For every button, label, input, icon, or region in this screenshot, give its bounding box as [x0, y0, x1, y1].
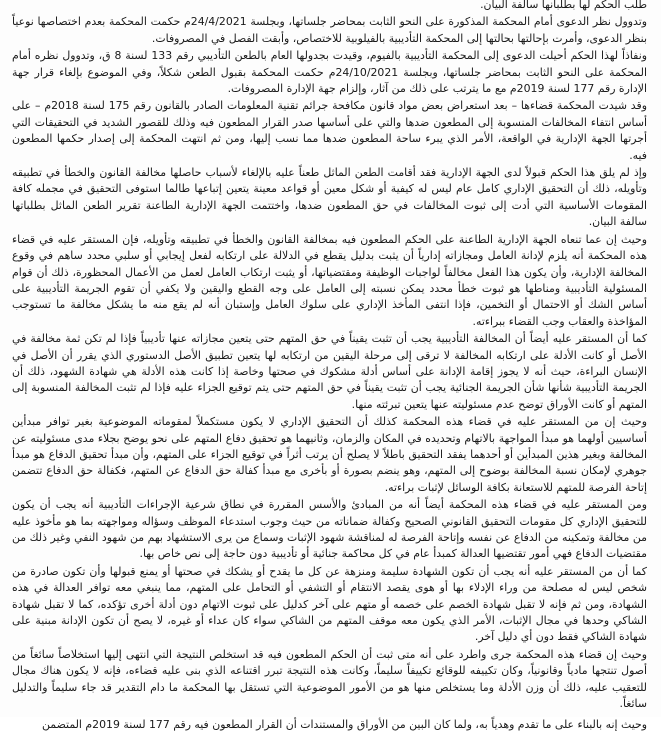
paragraph: كما أن من المستقر عليه أنه يجب أن تكون الشهادة سليمة ومنزهة عن كل ما يقدح أو يشكك في صحتها أو يمنع قبولها وأن تكون صادرة من شخص ليس له مصلحة من وراء الإدلاء بها أو هوى يقصد الانتقام أو التشفي أو التحامل على المتهم، مما ينبغي معه توافر العدالة في هذه الشهادة، ومن ثم فإنه لا تقبل شهادة الخصم على خصمه أو متهم على آخر كدليل على ثبوت الاتهام دون أدلة أخرى تؤكده، كما لا تقبل شهادة الشاكي وحدها في مجال الإثبات، الأمر الذي يكون معه موقف المتهم من الشاكي سواء كان عداء أو غيره، لا يصح أن تكون الإدانة مبنية على شهادة الشاكي فقط دون أي دليل آخر.: [12, 564, 647, 644]
paragraph: وحيث إن عما تنعاه الجهة الإدارية الطاعنة على الحكم المطعون فيه بمخالفة القانون والخطأ في تطبيقه وتأويله، فإن المستقر عليه في قضاء هذه المحكمة أنه يلزم لإدانة العامل ومجازاته إدارياً أن يثبت بدليل يقطع في الدلالة على ارتكابه لفعل إيجابي أو سلبي محدد ساهم في وقوع المخالفة الإدارية، وأن يكون هذا الفعل مخالفاً لواجبات الوظيفة ومقتضياتها، أو يثبت ارتكاب العامل لعمل من الأعمال المحظورة، ذلك أن قوام المسئولية التأديبية ومناطها هو ثبوت خطأ محدد يمكن نسبته إلى العامل على وجه القطع واليقين ولا يكفي أن تقوم الجريمة التأديبية على أساس الشك أو الاحتمال أو التخمين، فإذا انتفى المأخذ الإداري على سلوك العامل وإستبان أنه لم يقع منه ما يشكل مخالفة ما تستوجب المؤاخذة والعقاب وجب القضاء ببراءته.: [12, 232, 647, 328]
cut-off-paragraph: وحيث إنه بالبناء على ما تقدم وهدياً به، ولما كان البين من الأوراق والمستندات أن القرار المطعون فيه رقم 177 لسنة 2019م المتضمن: [42, 718, 647, 732]
paragraph: وتدوول نظر الدعوى أمام المحكمة المذكورة على النحو الثابت بمحاضر جلساتها، وبجلسة 24/4/2021م حكمت المحكمة بعدم اختصاصها نوعياً بنظر الدعوى، وأمرت بإحالتها بحالتها إلى المحكمة التأديبية بالفيلوبية للاختصاص، وأبقت الفصل في المصروفات.: [12, 15, 648, 45]
paragraph: وحيث إن من المستقر عليه في قضاء هذه المحكمة كذلك أن التحقيق الإداري لا يكون مستكملاً لمقوماته الموضوعية بغير توافر مبدأين أساسيين أولهما هو مبدأ المواجهة بالاتهام وتحديده في المكان والزمان، وثانيهما هو تحقيق دفاع المتهم على نحو يوضح بجلاء مدى مسئوليته عن المخالفة وبغير هذين المبدأين أو أحدهما يفقد التحقيق باطلاً لا يصلح أن يرتب أثراً في توقيع الجزاء على المتهم، وأن مبدأ تحقيق الدفاع هو مبدأ جوهري لإمكان نسبة المخالفة بوضوح إلى المتهم، وهو ينضم بصورة أو بأخرى مع مبدأ كفالة حق الدفاع عن المتهم، فكفالة حق الدفاع تتضمن إتاحة الفرصة للمتهم للاستعانة بكافة الوسائل لإثبات براءته.: [12, 415, 647, 494]
paragraph: وقد شيدت المحكمة قضاءها – بعد استعراض بعض مواد قانون مكافحة جرائم تقنية المعلومات الصادر بالقانون رقم 175 لسنة 2018م – على أساس انتفاء المخالفات المنسوبة إلى المطعون ضدها والتي على أساسها صدر القرار المطعون فيه وذلك للقصور الشديد في التحقيقات التي أجرتها الجهة الإدارية في الواقعة، الأمر الذي يبرء ساحة المطعون ضدها مما نسب إليها، ومن ثم انتهت المحكمة إلى إصدار حكمها المطعون فيه.: [12, 99, 647, 162]
paragraph: ومن المستقر عليه في قضاء هذه المحكمة أيضاً أنه من المبادئ والأسس المقررة في نطاق شرعية الإجراءات التأديبية أنه يجب أن يكون للتحقيق الإداري كل مقومات التحقيق القانوني الصحيح وكفالة ضماناته من حيث وجوب استدعاء الموظف وسؤاله ومواجهته بما هو مأخوذ عليه من مخالفة وتمكينه من الدفاع عن نفسه وإتاحة الفرصة له لمناقشة شهود الإثبات وسماع من يرى الاستشهاد بهم من شهود النفي وغير ذلك من مقتضيات الدفاع فهي أمور تقتضيها العدالة كمبدأ عام في كل محاكمة جنائية أو تأديبية دون حاجة إلى نص خاص بها.: [12, 498, 647, 561]
paragraph: ونفاذاً لهذا الحكم أحيلت الدعوى إلى المحكمة التأديبية بالفيوم، وقيدت بجدولها العام بالطعن التأديبي رقم 133 لسنة 8 ق، وتدوول نظره أمام المحكمة على النحو الثابت بمحاضر جلساتها، وبجلسة 24/10/2021م حكمت المحكمة بقبول الطعن شكلاً، وفي الموضوع بإلغاء قرار جهة الإدارة رقم 177 لسنة 2019م مع ما يترتب على ذلك من آثار، وإلزام جهة الإدارة المصروفات.: [12, 49, 647, 96]
paragraph: وإذ لم يلق هذا الحكم قبولاً لدى الجهة الإدارية فقد أقامت الطعن الماثل طعناً عليه بالإلغاء لأسباب حاصلها مخالفة القانون والخطأ في تطبيقه وتأويله، ذلك أن التحقيق الإداري كامل عام ليس له كيفية أو شكل معين أو قواعد معينة يتعين إتباعها طالما استوفى التحقيق في مجمله كافة المقومات الأساسية التي أدت إلى ثبوت المخالفات في حق المطعون ضدها، واختتمت الجهة الإدارية الطاعنة تقرير الطعن الماثل بطلباتها سالفة البيان.: [12, 166, 647, 229]
paragraph: وحيث إن قضاء هذه المحكمة جرى واطرد على أنه متى ثبت أن الحكم المطعون فيه قد استخلص النتيجة التي انتهى إليها استخلاصاً سائغاً من أصول تنتجها مادياً وقانونياً، وكان تكييفه للوقائع تكييفاً سليماً، وكانت هذه النتيجة تبرر اقتناعه الذي بنى عليه قضاءه، فإنه لا يكون هناك مجال للتعقيب عليه، ذلك أن وزن الأدلة وما يستخلص منها هو من الأمور الموضوعية التي تستقل بها المحكمة ما دام التقدير قد جاء سليماً والتدليل سائغاً.: [12, 647, 647, 711]
paragraph: طلب الحكم لها بطلبانها سالفة البيان.: [480, 0, 647, 11]
paragraph: كما أن المستقر عليه أيضاً أن المخالفة التأديبية يجب أن تثبت يقيناً في حق المتهم حتى يتعين مجازاته عنها تأديبياً فإذا لم تكن ثمة مخالفة في الأصل أو كانت الأدلة على ارتكابه المخالفة لا ترقى إلى مرحلة اليقين من ارتكابه لها يتعين تطبيق الأصل الدستوري الذي يقرر أن الأصل في الإنسان البراءة، حيث أنه لا يجوز إقامة الإدانة على أساس أدلة مشكوك في صحتها وخاصة إذا كانت هذه الأدلة هي شهادة الشهود، ذلك أن الجريمة التأديبية شأنها شأن الجريمة الجنائية يجب أن تثبت يقيناً في حق المتهم حتى يتم توقيع الجزاء عليه فإذا لم تثبت المخالفة المنسوبة إلى المتهم أو كانت الأوراق توضح عدم مسئوليته عنها يتعين تبرئته منها.: [12, 332, 647, 411]
